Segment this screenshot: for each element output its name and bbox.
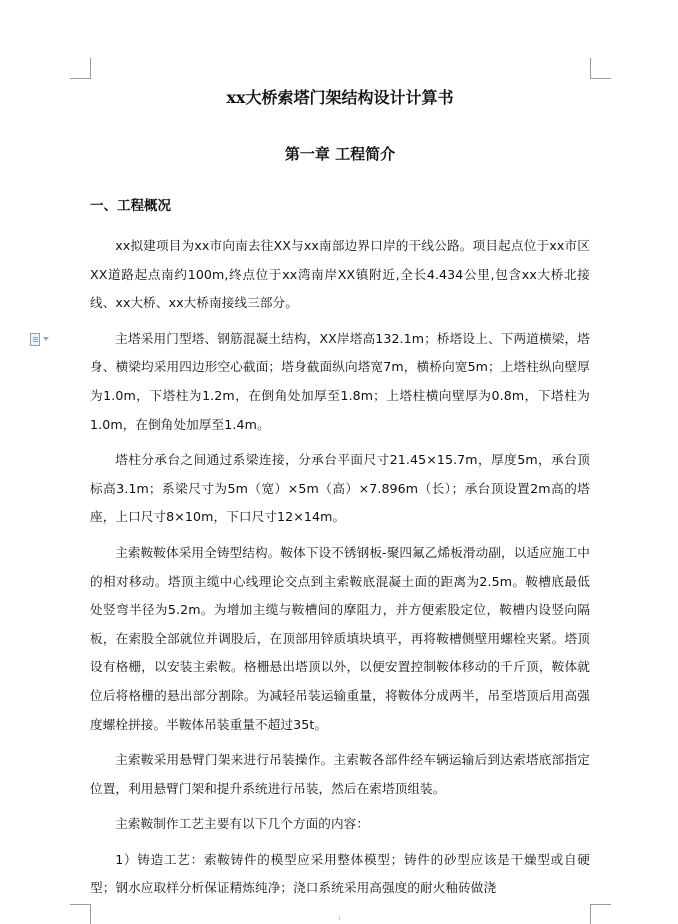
crop-mark-top-right [590, 58, 611, 79]
page-bottom-marker [339, 916, 340, 920]
crop-mark-bottom-right [590, 904, 611, 924]
crop-mark-top-left [70, 58, 91, 79]
paragraph-project-overview: xx拟建项目为xx市向南去往XX与xx南部边界口岸的干线公路。项目起点位于xx市区XX道路起点南约100m,终点位于xx湾南岸XX镇附近,全长4.434公里,包含xx大桥北接线、xx大桥、xx大桥南接线三部分。 [90, 238, 590, 311]
document-body [90, 84, 590, 903]
paragraph-casting-process: 1）铸造工艺：索鞍铸件的模型应采用整体模型；铸件的砂型应该是干燥型或自硬型；钢水应取样分析保证精炼纯净；浇口系统采用高强度的耐火釉砖做浇 [90, 851, 590, 896]
paragraph-saddle-body: 主索鞍鞍体采用全铸型结构。鞍体下设不锈钢板-聚四氟乙烯板滑动副，以适应施工中的相对移动。塔顶主缆中心线理论交点到主索鞍底混凝土面的距离为2.5m。鞍槽底最低处竖弯半径为5.2m。为增加主缆与鞍槽间的摩阻力，并方便索股定位，鞍槽内设竖向隔板，在索股全部就位并调股后，在顶部用锌质填块填平，再将鞍槽侧壁用螺栓夹紧。塔顶设有格栅，以安装主索鞍。格栅悬出塔顶以外，以便安置控制鞍体移动的千斤顶，鞍体就位后将格栅的悬出部分割除。为减轻吊装运输重量，将鞍体分成两半，吊至塔顶后用高强度螺栓拼接。半鞍体吊装重量不超过35t。 [90, 544, 590, 732]
paragraph-tower-foundation: 塔柱分承台之间通过系梁连接，分承台平面尺寸21.45×15.7m，厚度5m，承台顶标高3.1m；系梁尺寸为5m（宽）×5m（高）×7.896m（长）；承台顶设置2m高的塔座，上口尺寸8×10m，下口尺寸12×14m。 [90, 452, 590, 525]
paragraph-fabrication-intro: 主索鞍制作工艺主要有以下几个方面的内容： [115, 816, 370, 832]
chevron-down-icon [43, 337, 49, 341]
crop-mark-bottom-left [70, 904, 91, 924]
paragraph-saddle-hoisting: 主索鞍采用悬臂门架来进行吊装操作。主索鞍各部件经车辆运输后到达索塔底部指定位置，利用悬臂门架和提升系统进行吊装，然后在索塔顶组装。 [90, 752, 590, 796]
document-icon [30, 333, 40, 346]
paragraph-main-tower: 主塔采用门型塔、钢筋混凝土结构，XX岸塔高132.1m；桥塔设上、下两道横梁，塔身、横梁均采用四边形空心截面；塔身截面纵向塔宽7m，横桥向宽5m；上塔柱纵向壁厚为1.0m，下塔柱为1.2m，在倒角处加厚至1.8m；上塔柱横向壁厚为0.8m，下塔柱为1.0m，在倒角处加厚至1.4m。 [90, 330, 590, 432]
chapter-title: 第一章 工程简介 [284, 145, 396, 163]
document-title: xx大桥索塔门架结构设计计算书 [226, 88, 454, 107]
paragraph-options-button[interactable] [30, 331, 60, 347]
section-heading: 一、工程概况 [90, 198, 171, 214]
